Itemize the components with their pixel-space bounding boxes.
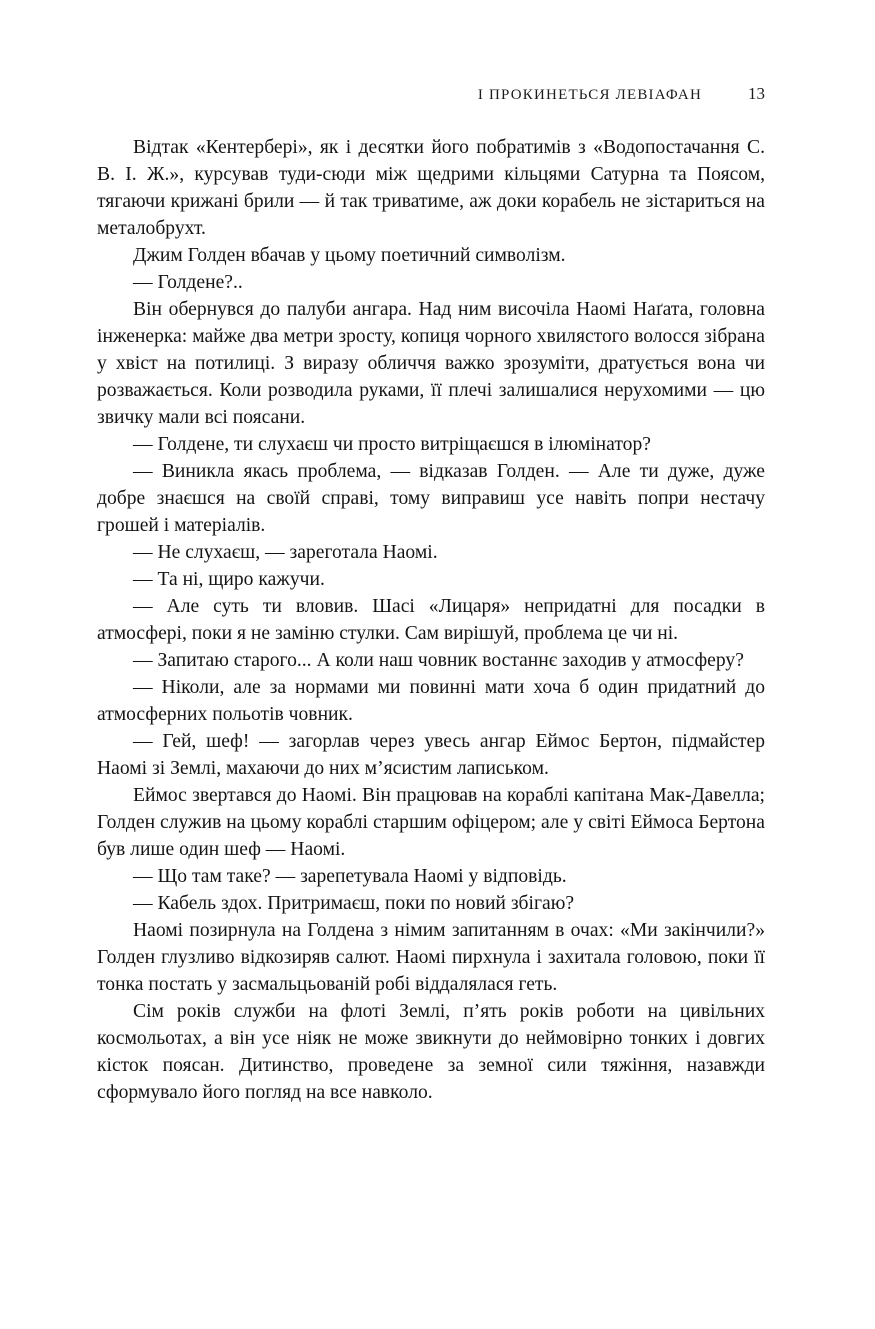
paragraph: — Гей, шеф! — загорлав через увесь ангар Еймос Бертон, підмайстер Наомі зі Землі, махаючи до них м’ясистим лаписьком. [97, 731, 765, 779]
paragraph: Сім років служби на флоті Землі, п’ять років роботи на цивільних космольотах, а він усе ніяк не може звикнути до неймовірно тонких і довгих кісток поясан. Дитинство, проведене за земної сили тяжіння, назавжди сформувало його погляд на все навколо. [97, 1001, 765, 1103]
paragraph: — Кабель здох. Притримаєш, поки по новий збігаю? [133, 893, 575, 914]
paragraph: Еймос звертався до Наомі. Він працював на кораблі капітана Мак-Давелла; Голден служив на цьому кораблі старшим офіцером; але у світі Еймоса Бертона був лише один шеф — Наомі. [97, 785, 765, 860]
paragraph: — Та ні, щиро кажучи. [133, 569, 325, 590]
paragraph: Джим Голден вбачав у цьому поетичний символізм. [133, 245, 566, 266]
running-header [97, 84, 765, 104]
paragraph: Відтак «Кентербері», як і десятки його побратимів з «Водопостачання С. В. І. Ж.», курсував туди-сюди між щедрими кільцями Сатурна та Поясом, тягаючи крижані брили — й так триватиме, аж доки корабель не зістариться на металобрухт. [97, 137, 765, 239]
paragraph: — Але суть ти вловив. Шасі «Лицаря» непридатні для посадки в атмосфері, поки я не заміню стулки. Сам вирішуй, проблема це чи ні. [97, 596, 765, 644]
paragraph: — Запитаю старого... А коли наш човник востаннє заходив у атмосферу? [133, 650, 744, 671]
paragraph: Він обернувся до палуби ангара. Над ним височіла Наомі Наґата, головна інженерка: майже два метри зросту, копиця чорного хвилястого волосся зібрана у хвіст на потилиці. З виразу обличчя важко зрозуміти, дратується вона чи розважається. Коли розводила руками, її плечі залишалися нерухомими — цю звичку мали всі поясани. [97, 299, 765, 428]
running-header-title: І ПРОКИНЕТЬСЯ ЛЕВІАФАН [477, 87, 702, 103]
paragraph: — Виникла якась проблема, — відказав Голден. — Але ти дуже, дуже добре знаєшся на своїй справі, тому виправиш усе навіть попри нестачу грошей і матеріалів. [97, 461, 765, 536]
paragraph: — Голдене?.. [133, 272, 243, 293]
paragraph: — Що там таке? — зарепетувала Наомі у відповідь. [133, 866, 567, 887]
page-number: 13 [748, 84, 765, 103]
page-body [97, 134, 765, 1106]
paragraph: — Не слухаєш, — зареготала Наомі. [133, 542, 438, 563]
paragraph: — Голдене, ти слухаєш чи просто витріщаєшся в ілюмінатор? [133, 434, 651, 455]
paragraph: — Ніколи, але за нормами ми повинні мати хоча б один придатний до атмосферних польотів човник. [97, 677, 765, 725]
paragraph: Наомі позирнула на Голдена з німим запитанням в очах: «Ми закінчили?» Голден глузливо відкозиряв салют. Наомі пирхнула і захитала головою, поки її тонка постать у засмальцьованій робі віддалялася геть. [97, 920, 765, 995]
